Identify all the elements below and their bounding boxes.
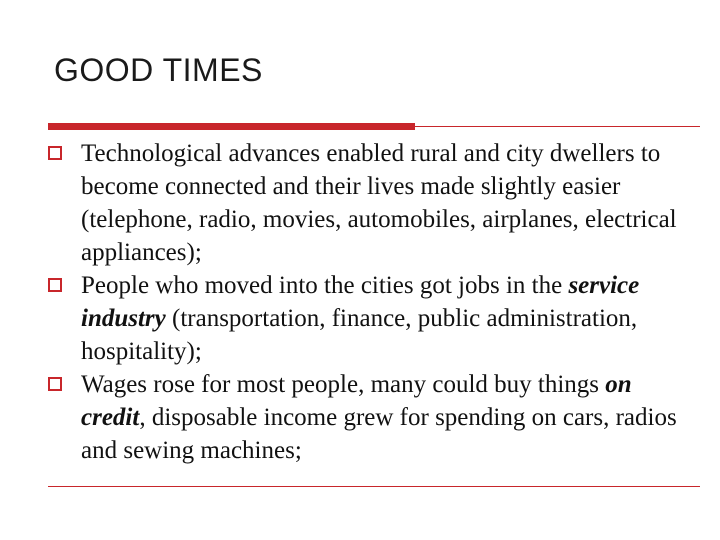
bullet-text: Wages rose for most people, many could buy things <box>81 371 606 398</box>
title-divider-accent <box>48 123 415 130</box>
square-bullet-icon <box>48 146 62 160</box>
bullet-item-2 <box>44 269 684 368</box>
bullet-text: People who moved into the cities got jobs in the <box>81 272 569 299</box>
bullet-text: Technological advances enabled rural and city dwellers to become connected and their lives made slightly easier (telephone, radio, movies, automobiles, airplanes, electrical appliances); <box>81 140 677 266</box>
emphasis-term: on credit <box>81 371 632 431</box>
slide-title: GOOD TIMES <box>54 52 263 88</box>
bullet-list <box>44 137 684 467</box>
square-bullet-icon <box>48 377 62 391</box>
bullet-text-rest: (transportation, finance, public administration, hospitality); <box>81 305 638 365</box>
bullet-item-1 <box>44 137 684 269</box>
emphasis-term: service industry <box>81 272 640 332</box>
footer-divider <box>48 486 700 487</box>
bullet-text-rest: , disposable income grew for spending on cars, radios and sewing machines; <box>81 404 677 464</box>
square-bullet-icon <box>48 278 62 292</box>
bullet-item-3 <box>44 368 684 467</box>
